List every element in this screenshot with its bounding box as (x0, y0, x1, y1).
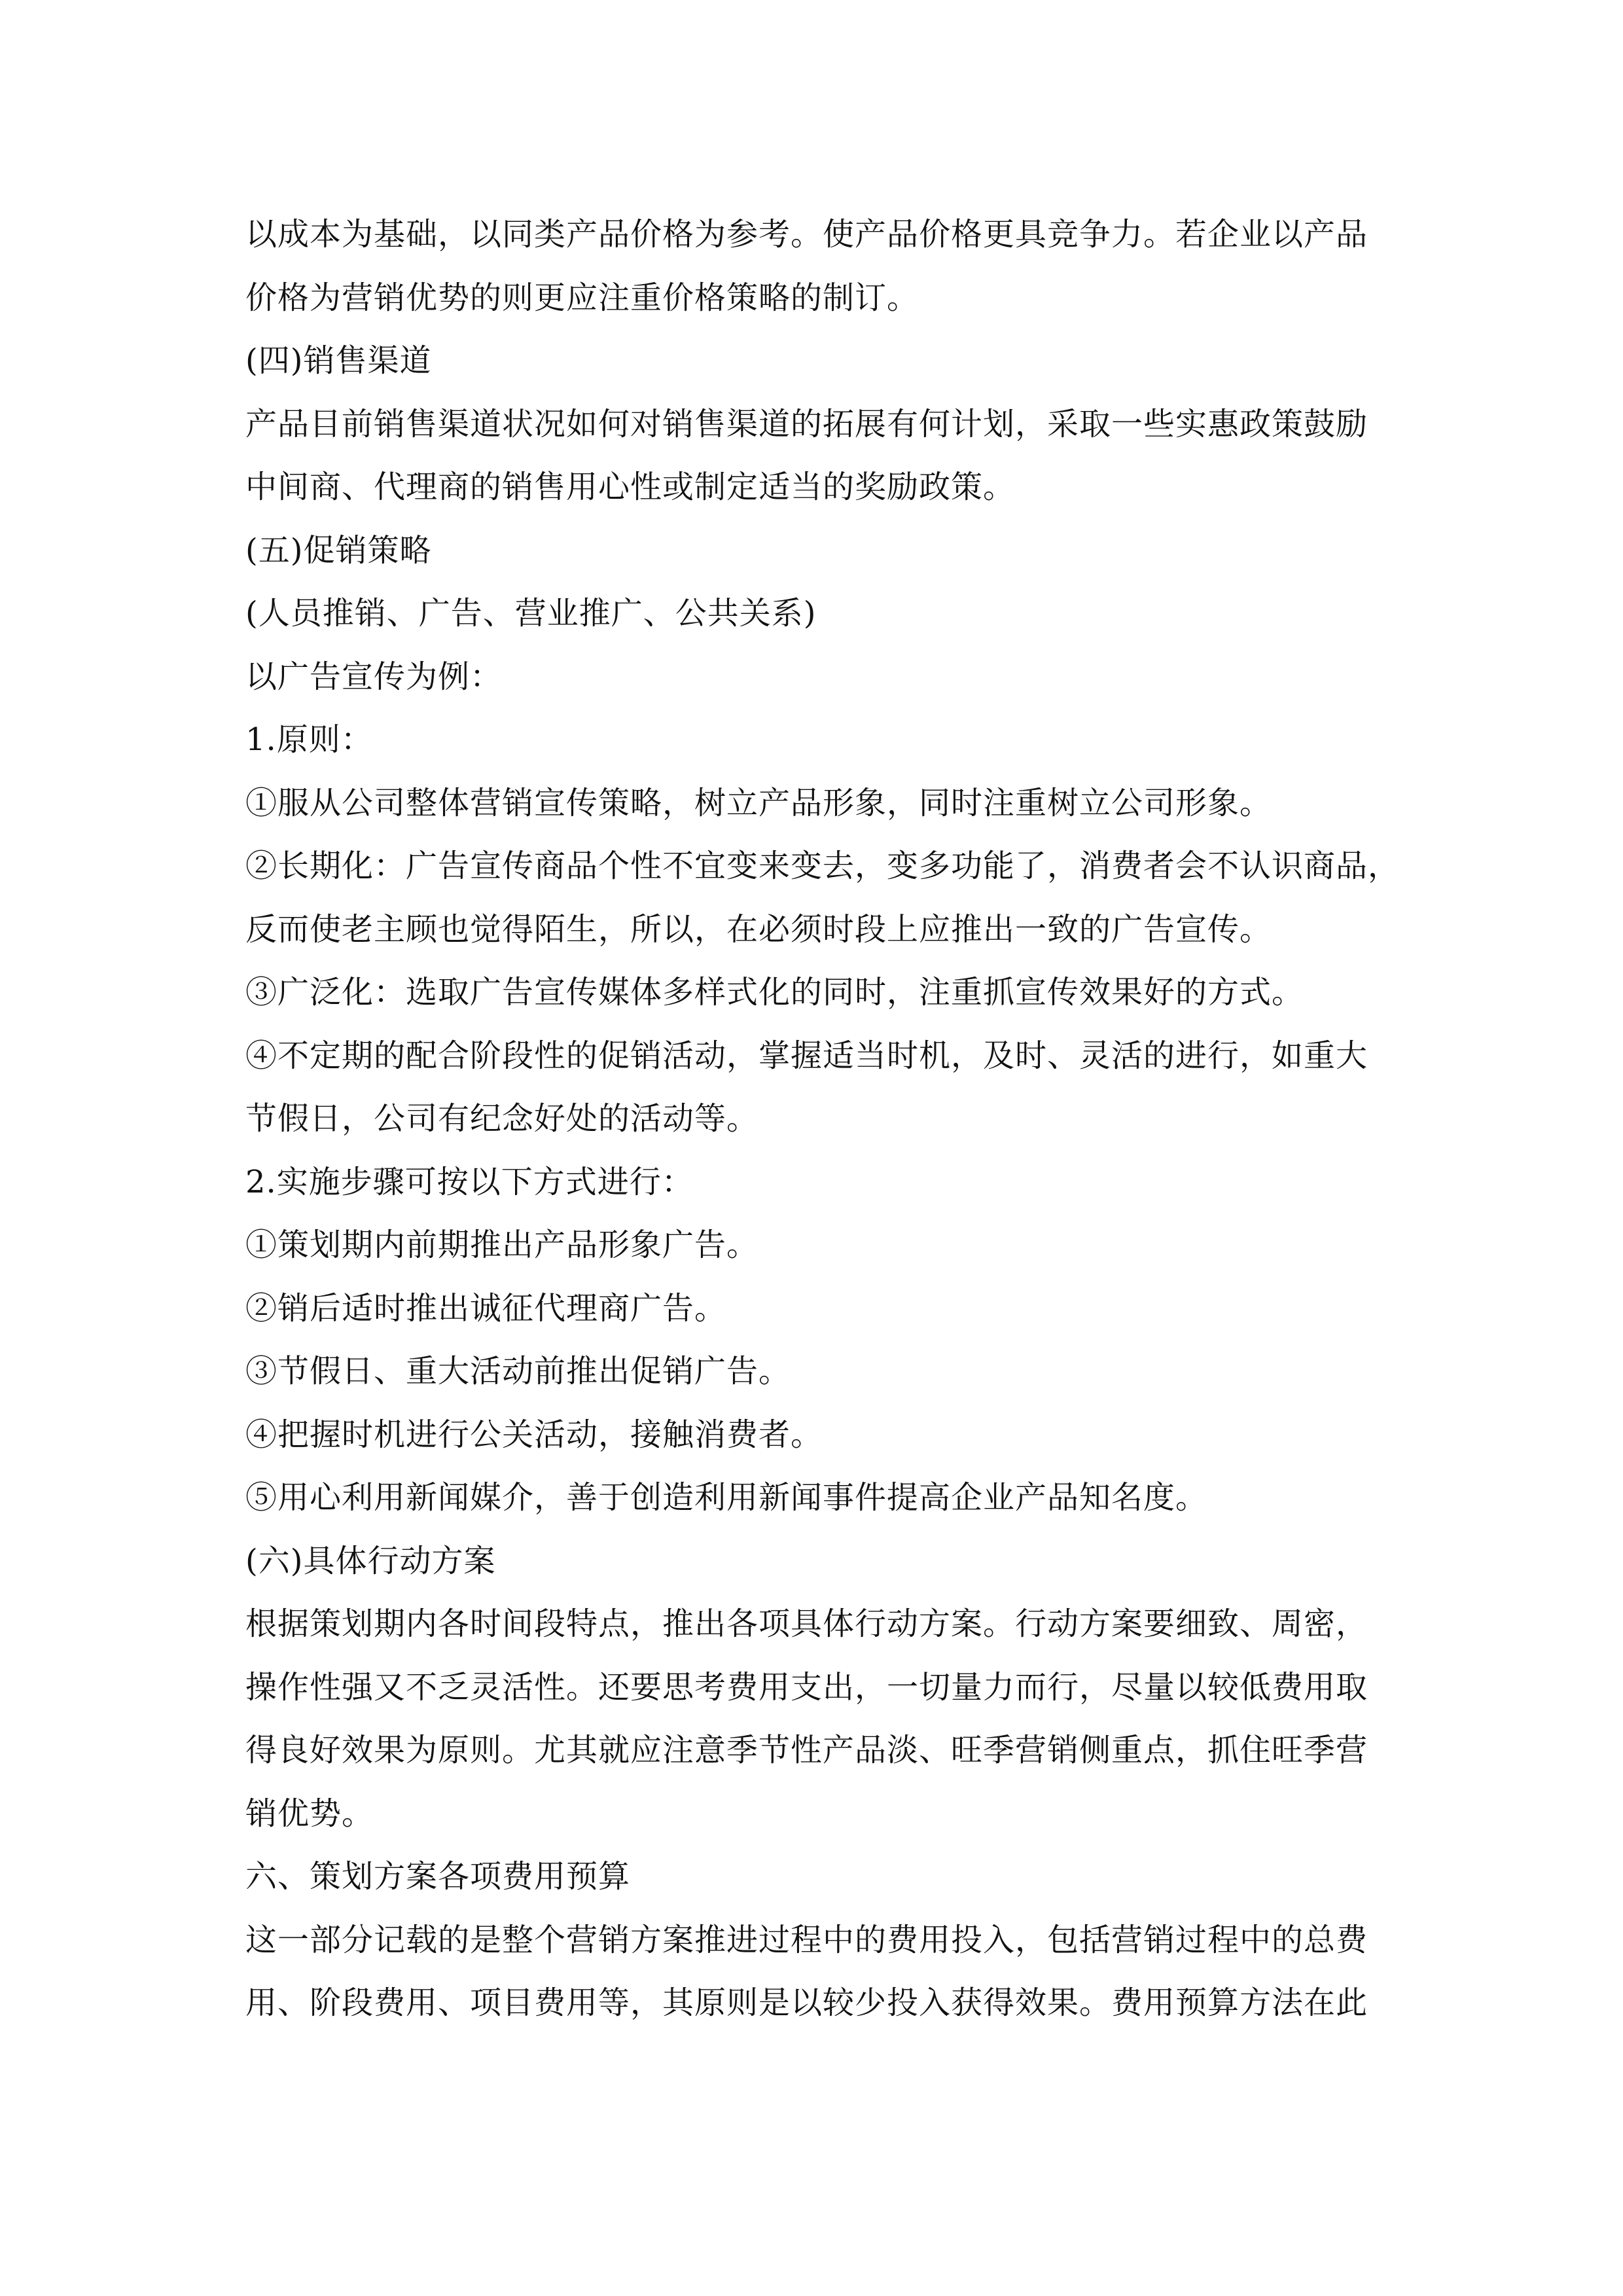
list-item: ②销后适时推出诚征代理商广告。 (245, 1289, 727, 1327)
chapter-heading: 六、策划方案各项费用预算 (245, 1858, 631, 1895)
text-line: 以广告宣传为例： (245, 658, 503, 695)
list-item: ①策划期内前期推出产品形象广告。 (245, 1227, 759, 1263)
subheading: 2.实施步骤可按以下方式进行： (245, 1163, 694, 1200)
text-line: 这一部分记载的是整个营销方案推进过程中的费用投入，包括营销过程中的总费 (245, 1921, 1368, 1958)
text-line: 得良好效果为原则。尤其就应注意季节性产品淡、旺季营销侧重点，抓住旺季营 (245, 1732, 1368, 1768)
text-line: 价格为营销优势的则更应注重价格策略的制订。 (245, 279, 919, 316)
section-heading: (五)促销策略 (245, 531, 432, 569)
section-heading: (四)销售渠道 (245, 342, 432, 379)
list-item: ④不定期的配合阶段性的促销活动，掌握适当时机，及时、灵活的进行，如重大 (245, 1037, 1368, 1074)
list-item: ③节假日、重大活动前推出促销广告。 (245, 1353, 791, 1390)
subheading: 1.原则： (245, 721, 373, 758)
text-line: 销优势。 (245, 1795, 374, 1832)
document-body (245, 203, 1400, 2035)
text-line: 根据策划期内各时间段特点，推出各项具体行动方案。行动方案要细致、周密， (245, 1605, 1368, 1642)
text-line: 反而使老主顾也觉得陌生，所以，在必须时段上应推出一致的广告宣传。 (245, 910, 1272, 948)
list-item: ④把握时机进行公关活动，接触消费者。 (245, 1416, 823, 1453)
list-item: ②长期化：广告宣传商品个性不宜变来变去，变多功能了，消费者会不认识商品， (245, 848, 1400, 884)
text-line: 以成本为基础，以同类产品价格为参考。使产品价格更具竞争力。若企业以产品 (245, 216, 1368, 253)
text-line: 操作性强又不乏灵活性。还要思考费用支出，一切量力而行，尽量以较低费用取 (245, 1668, 1368, 1706)
text-line: 用、阶段费用、项目费用等，其原则是以较少投入获得效果。费用预算方法在此 (245, 1984, 1368, 2021)
list-item: ①服从公司整体营销宣传策略，树立产品形象，同时注重树立公司形象。 (245, 784, 1272, 821)
text-line: 中间商、代理商的销售用心性或制定适当的奖励政策。 (245, 469, 1016, 505)
list-item: ⑤用心利用新闻媒介，善于创造利用新闻事件提高企业产品知名度。 (245, 1479, 1208, 1516)
section-heading: (六)具体行动方案 (245, 1542, 496, 1579)
text-line: 节假日，公司有纪念好处的活动等。 (245, 1100, 759, 1137)
list-item: ③广泛化：选取广告宣传媒体多样式化的同时，注重抓宣传效果好的方式。 (245, 974, 1304, 1011)
text-line: (人员推销、广告、营业推广、公共关系) (245, 595, 817, 632)
text-line: 产品目前销售渠道状况如何对销售渠道的拓展有何计划，采取一些实惠政策鼓励 (245, 405, 1368, 442)
